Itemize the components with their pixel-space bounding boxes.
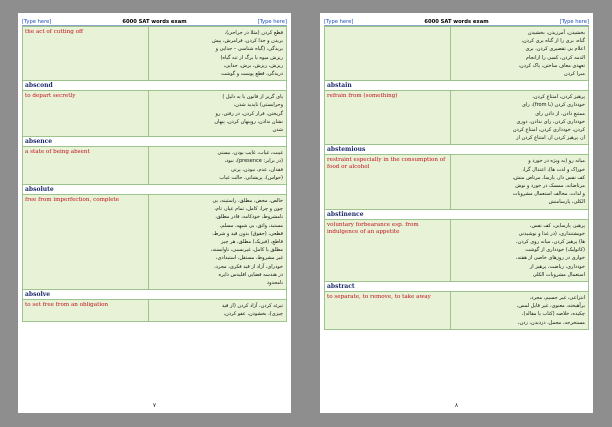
persian-line: چون و چرا، کامل، تمام عیار، تام، <box>214 206 283 213</box>
entry-persian-meaning <box>149 91 286 136</box>
persian-line: فقدان، عدم، نبودن، پرتی <box>230 166 283 173</box>
entry-english-definition: free from imperfection, complete <box>23 195 149 289</box>
persian-line: قطع کردن (مثلا در جراحی)، <box>224 30 283 36</box>
persian-line: (کاتولیک) خودداری از گوشت <box>525 247 585 254</box>
persian-line: میانه رو (به ویژه در خورد و <box>528 158 585 165</box>
left-page <box>18 13 291 413</box>
persian-line: اعلام بی تقصیری کردن، بری <box>525 46 585 53</box>
vocab-entry <box>22 80 287 137</box>
page-number: ۸ <box>454 402 459 409</box>
entry-persian-meaning <box>149 147 286 184</box>
entry-word: abstract <box>325 282 588 292</box>
persian-line: خودداری، ریاضت، پرهیز از <box>529 263 585 270</box>
entry-persian-meaning <box>149 195 286 289</box>
entry-body <box>23 147 286 184</box>
persian-line: ممتنع دادن، از دادن رای <box>535 110 585 117</box>
persian-line: چیزی)، بخشودن، عفو کردن، <box>223 311 283 318</box>
persian-line: بریدن و جدا کردن، فرامرش، پیش <box>212 38 283 45</box>
entry-english-definition: the act of cutting off <box>23 27 149 80</box>
vocab-entry <box>324 144 589 209</box>
persian-line: پرهیز، پارسایی، کف نفس، <box>529 222 585 229</box>
header-right-placeholder[interactable]: [Type here] <box>257 19 287 25</box>
persian-line: مرتاضانه، ممسک در خورد و نوش <box>515 183 585 190</box>
persian-line: خودرای، آزاد از قید فکری، مجرد، <box>214 263 283 270</box>
persian-line: مستبد، واثق، بی شبهه، مسلم، <box>219 222 283 229</box>
entry-word: abstemious <box>325 145 588 155</box>
persian-line: ها) پرهیز کردن، میانه روی کردن، <box>516 239 585 246</box>
persian-line: نشان ندادن، روپنهان کردن، پنهان <box>214 118 283 125</box>
persian-line: استعمال مشروبات الکلی <box>532 271 585 278</box>
vocab-entry <box>22 26 287 81</box>
persian-line: مبرا کردن <box>564 71 585 78</box>
persian-line: مستخرجه، مجمل، دزدیدن، زدن، <box>517 319 585 326</box>
right-page <box>320 13 593 413</box>
persian-line: پای گریز از قانون یا به دلیل ) <box>222 94 283 101</box>
entry-persian-meaning <box>451 292 588 329</box>
persian-line: (حواس)، پریشانی، حالت غیاب <box>219 174 283 181</box>
header-left-placeholder[interactable]: [Type here] <box>22 19 52 25</box>
persian-line: ریزش، ریزش، برش، جدایی، <box>223 62 283 69</box>
entry-english-definition <box>325 27 451 80</box>
entry-word: absolute <box>23 185 286 195</box>
vocab-entry <box>324 281 589 330</box>
persian-line: ریزش میوه یا برگ از تنه گیاه) <box>220 54 283 61</box>
entry-body <box>23 195 286 289</box>
entry-english-definition: restraint especially in the consumption of food or alcohol <box>325 155 451 208</box>
vocab-entry <box>324 80 589 145</box>
entry-english-definition: to depart secretly <box>23 91 149 136</box>
persian-line: بخشیدن، آمرزیدن، بخشیدن <box>527 30 585 36</box>
entry-word: abscond <box>23 81 286 91</box>
entry-body <box>325 292 588 329</box>
vocab-entry <box>324 209 589 282</box>
entry-body <box>325 91 588 144</box>
persian-line: غیر مشروط، مستقل، استبدادی، <box>215 255 283 262</box>
persian-line: نامحدود <box>266 280 283 287</box>
entry-english-definition: a state of being absent <box>23 147 149 184</box>
entry-persian-meaning <box>451 91 588 144</box>
entry-persian-meaning <box>149 300 286 320</box>
persian-line: خودداری کردن، رای ندادن، دوری <box>516 118 585 125</box>
persian-line: پرهیز کردن، امتناع کردن، <box>532 94 585 101</box>
entry-word: absolve <box>23 290 286 300</box>
persian-line: خویشتنداری، (در غذا و نوشیدنی <box>518 230 585 237</box>
entry-persian-meaning <box>451 155 588 208</box>
persian-line: الذمه کردن، کسی را ازانجام <box>525 54 585 61</box>
persian-line: گریختن، فرار کردن، در رفتن، رو <box>215 110 283 117</box>
header-right-placeholder[interactable]: [Type here] <box>559 19 589 25</box>
persian-line: گناه، بری را از گناه بری کردن، <box>521 38 585 45</box>
entry-body <box>23 300 286 320</box>
entry-word: absence <box>23 137 286 147</box>
vocab-entry <box>324 26 589 81</box>
persian-line: قطعی، (حقوق) بدون قید و شرط، <box>212 230 283 237</box>
persian-line: تعهدی معاف ساختن، پاک کردن، <box>518 62 585 69</box>
persian-line: در هندسه فضایی اقلیدس دایره <box>218 271 283 278</box>
entry-persian-meaning <box>451 220 588 281</box>
persian-line: خودداری کردن (با from)، رای <box>521 102 585 109</box>
entry-english-definition: voluntary forbearance esp. from indulgence of an appetite <box>325 220 451 281</box>
persian-line: دریدگی، قطع پوست و گوشت <box>221 71 283 78</box>
persian-line: نامشروط، خودکامه، قادر مطلق، <box>215 214 283 221</box>
persian-line: خالص، محض، مطلق، راستینه، بی <box>212 198 283 205</box>
entry-english-definition: to set free from an obligation <box>23 300 149 320</box>
header-left-placeholder[interactable]: [Type here] <box>324 19 354 25</box>
persian-line: مطلق یا کامل، غیرنسبی، ناوابسته، <box>210 247 283 254</box>
entry-body <box>23 27 286 80</box>
persian-line: برآهیخته، معنوی، غیر قابل لمس، <box>516 303 585 310</box>
entry-body <box>325 27 588 80</box>
vocab-entry <box>22 184 287 290</box>
entry-persian-meaning <box>451 27 588 80</box>
vocab-entry <box>22 136 287 185</box>
entry-body <box>23 91 286 136</box>
page-header <box>22 17 287 26</box>
persian-line: خواری در روزهای خاصی از هفته، <box>515 255 585 262</box>
entry-word: abstain <box>325 81 588 91</box>
persian-line: کف نفس دار، پارسا، مرتاض منش، <box>512 174 585 181</box>
persian-line: بریدگی، (گیاه شناسی – جدایی و <box>215 46 283 53</box>
entry-body <box>325 220 588 281</box>
persian-line: الکلی، پارسامنش <box>548 199 585 206</box>
vocab-table <box>324 27 589 330</box>
vocab-entry <box>22 289 287 321</box>
persian-line: غیبت، غیاب، غایب بودن، نیستی <box>217 150 283 157</box>
entry-english-definition: refrain from (something) <box>325 91 451 144</box>
persian-line: از، پرهیز کردن از، امتناع کردن از <box>516 135 585 142</box>
entry-word: abstinence <box>325 210 588 220</box>
entry-english-definition: to separate, to remove, to take away <box>325 292 451 329</box>
vocab-table <box>22 27 287 322</box>
page-header <box>324 17 589 26</box>
page-number: ۷ <box>152 402 157 409</box>
persian-line: کردن، خودداری کردن، امتناع کردن <box>512 127 585 134</box>
persian-line: شدن <box>272 127 283 134</box>
entry-body <box>325 155 588 208</box>
persian-line: وحرابستی) ناپدید شدن، <box>233 102 283 109</box>
entry-persian-meaning <box>149 27 286 80</box>
persian-line: (در برابر: presence)، نبود، <box>224 158 283 165</box>
persian-line: قاطع، (فیزیک) مطلق، هر چیز <box>221 239 283 246</box>
persian-line: خوراک و لذت ها)، اعتدال گرا، <box>522 166 585 173</box>
persian-line: انتزاعی، غیر جسیم، مجرد، <box>529 295 585 302</box>
header-title: 6000 SAT words exam <box>122 19 187 25</box>
header-title: 6000 SAT words exam <box>424 19 489 25</box>
persian-line: چکیده، خلاصه (کتاب یا مقاله)، <box>521 311 585 318</box>
persian-line: و لذات، مخالف استعمال مشروبات <box>512 191 585 198</box>
persian-line: تبرئه کردن، آزاد کردن (از قید <box>221 303 283 310</box>
